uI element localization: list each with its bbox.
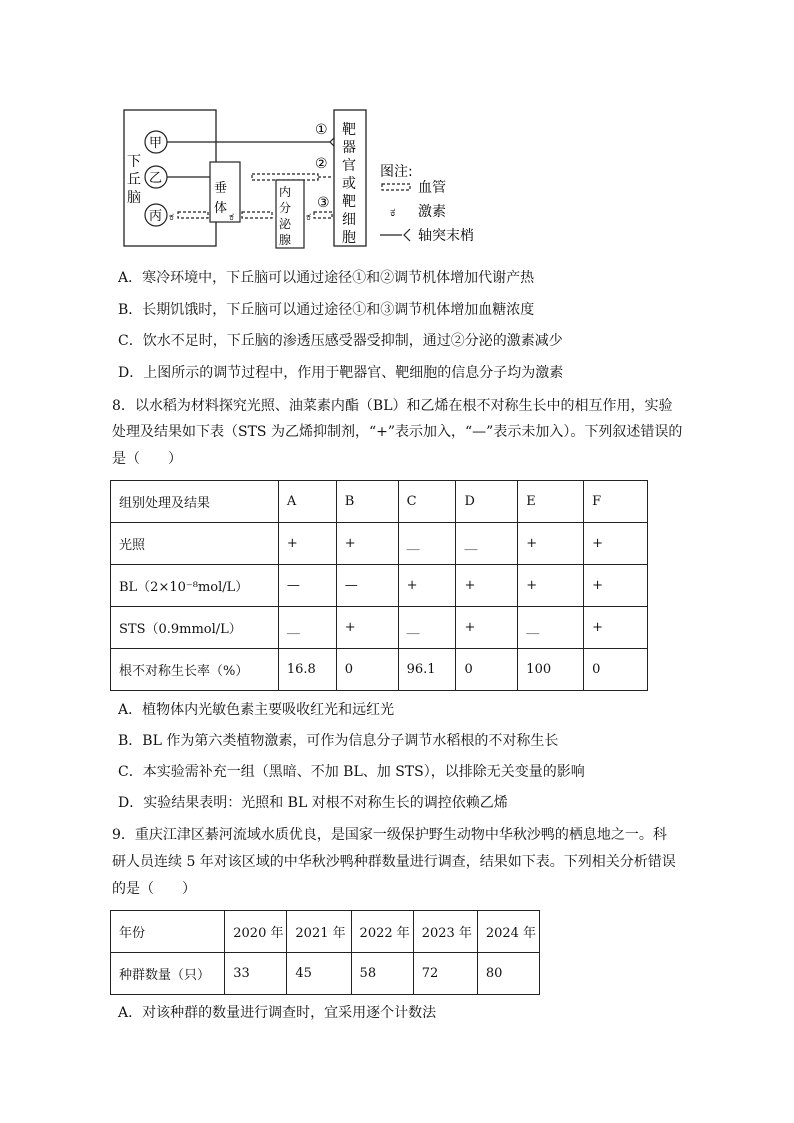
q8-option-a: A．植物体内光敏色素主要吸收红光和远红光 xyxy=(118,702,395,718)
q8-cell: __ xyxy=(278,607,336,649)
q8-cell: 0 xyxy=(584,649,648,691)
target-label-7: 胞 xyxy=(342,230,356,246)
q7-option-c: C．饮水不足时，下丘脑的渗透压感受器受抑制，通过②分泌的激素减少 xyxy=(118,333,563,349)
endocrine-gland-label-1: 内 xyxy=(279,185,292,199)
q8-cell: + xyxy=(456,565,518,607)
path-3-hormone-icon-3: ಕ xyxy=(306,210,311,223)
q8-cell: + xyxy=(584,565,648,607)
path-1-label: ① xyxy=(315,122,328,138)
q8-cell: 16.8 xyxy=(278,649,336,691)
hypothalamus-label-2: 丘 xyxy=(127,172,141,188)
q7-option-d: D．上图所示的调节过程中，作用于靶器官、靶细胞的信息分子均为激素 xyxy=(118,365,564,381)
endocrine-gland-label-2: 分 xyxy=(279,201,292,215)
q8-cell: STS（0.9mmol/L） xyxy=(111,607,279,649)
q9-table-row xyxy=(111,953,540,995)
q8-header-cell: 组别处理及结果 xyxy=(111,481,279,523)
target-label-5: 靶 xyxy=(342,194,356,210)
q9-option-a: A．对该种群的数量进行调查时，宜采用逐个计数法 xyxy=(118,1005,437,1021)
q8-cell: 0 xyxy=(456,649,518,691)
path-3-vessel-1 xyxy=(178,212,208,218)
q8-table-row xyxy=(111,565,648,607)
q8-stem-line-2: 处理及结果如下表（STS 为乙烯抑制剂，“+”表示加入，“—”表示未加入）。下列叙述错误的 xyxy=(112,424,683,440)
q8-header-cell: B xyxy=(336,481,398,523)
nucleus-bing: 丙 xyxy=(149,209,163,224)
q8-cell: 100 xyxy=(518,649,584,691)
target-label-6: 细 xyxy=(342,212,356,228)
q8-cell: + xyxy=(518,523,584,565)
q8-stem-line-3: 是（ ） xyxy=(112,451,182,467)
q9-table xyxy=(110,910,540,995)
target-label-2: 器 xyxy=(342,140,356,156)
q8-cell: 根不对称生长率（%） xyxy=(111,649,279,691)
nucleus-yi: 乙 xyxy=(149,171,163,186)
q8-cell: + xyxy=(456,607,518,649)
q8-cell: __ xyxy=(518,607,584,649)
q7-option-a: A．寒冷环境中，下丘脑可以通过途径①和②调节机体增加代谢产热 xyxy=(118,270,535,286)
legend-axon-terminal-icon xyxy=(404,229,410,241)
q9-header-cell: 2021 年 xyxy=(287,911,351,953)
target-label-3: 官 xyxy=(342,158,356,174)
endocrine-regulation-diagram xyxy=(118,104,538,254)
pituitary-label-2: 体 xyxy=(214,201,228,216)
q8-option-d: D．实验结果表明：光照和 BL 对根不对称生长的调控依赖乙烯 xyxy=(118,795,508,811)
q8-cell: 96.1 xyxy=(398,649,456,691)
q8-cell: + xyxy=(398,565,456,607)
q8-header-cell: A xyxy=(278,481,336,523)
q9-header-cell: 2024 年 xyxy=(477,911,539,953)
q8-header-cell: C xyxy=(398,481,456,523)
target-label-1: 靶 xyxy=(342,122,356,138)
q8-cell: __ xyxy=(456,523,518,565)
path-2-label: ② xyxy=(315,156,328,172)
q8-cell: __ xyxy=(398,523,456,565)
q8-table-header-row xyxy=(111,481,648,523)
q8-cell: — xyxy=(336,565,398,607)
legend-hormone-icon: ಕ xyxy=(390,205,396,219)
q8-cell: 0 xyxy=(336,649,398,691)
q8-cell: + xyxy=(584,523,648,565)
q9-stem-line-1: 9．重庆江津区綦河流域水质优良，是国家一级保护野生动物中华秋沙鸭的栖息地之一。科 xyxy=(112,827,667,843)
q8-cell: BL（2×10⁻⁸mol/L） xyxy=(111,565,279,607)
q9-cell: 45 xyxy=(287,953,351,995)
q9-table-header-row xyxy=(111,911,540,953)
endocrine-gland-label-3: 泌 xyxy=(279,217,292,231)
path-3-vessel-2 xyxy=(242,212,272,218)
q9-cell: 80 xyxy=(477,953,539,995)
q8-cell: + xyxy=(278,523,336,565)
q9-header-cell: 2020 年 xyxy=(225,911,287,953)
q9-cell: 72 xyxy=(413,953,477,995)
q8-cell: 光照 xyxy=(111,523,279,565)
q8-table xyxy=(110,480,648,691)
q9-cell: 33 xyxy=(225,953,287,995)
legend-vessel-icon xyxy=(382,184,410,190)
q8-cell: + xyxy=(518,565,584,607)
endocrine-gland-label-4: 腺 xyxy=(279,233,292,247)
q7-option-b: B．长期饥饿时，下丘脑可以通过途径①和③调节机体增加血糖浓度 xyxy=(118,302,535,318)
legend-axon-label: 轴突末梢 xyxy=(418,228,474,244)
q8-header-cell: E xyxy=(518,481,584,523)
path-3-hormone-icon-2: ಕ xyxy=(229,210,234,223)
path-3-vessel-3 xyxy=(314,212,332,218)
q9-cell: 种群数量（只） xyxy=(111,953,225,995)
q9-cell: 58 xyxy=(351,953,413,995)
path-3-hormone-icon-1: ಕ xyxy=(169,210,174,223)
hypothalamus-label-3: 脑 xyxy=(127,190,141,206)
target-label-4: 或 xyxy=(342,176,356,192)
legend-hormone-label: 激素 xyxy=(418,204,446,220)
q9-header-cell: 2023 年 xyxy=(413,911,477,953)
hypothalamus-label-1: 下 xyxy=(127,154,141,170)
q8-cell: + xyxy=(336,523,398,565)
path-3-label: ③ xyxy=(317,195,330,211)
legend-title: 图注: xyxy=(380,164,413,180)
q8-header-cell: F xyxy=(584,481,648,523)
q8-table-row xyxy=(111,607,648,649)
q9-header-cell: 2022 年 xyxy=(351,911,413,953)
path-2-vessel xyxy=(252,174,318,180)
q9-stem-line-3: 的是（ ） xyxy=(112,881,196,897)
q8-option-c: C．本实验需补充一组（黑暗、不加 BL、加 STS），以排除无关变量的影响 xyxy=(118,764,585,780)
q9-stem-line-2: 研人员连续 5 年对该区域的中华秋沙鸭种群数量进行调查，结果如下表。下列相关分析错误 xyxy=(112,854,676,870)
q8-table-row xyxy=(111,649,648,691)
pituitary-label-1: 垂 xyxy=(214,181,228,196)
legend-vessel-label: 血管 xyxy=(418,180,446,196)
q8-stem-line-1: 8．以水稻为材料探究光照、油菜素内酯（BL）和乙烯在根不对称生长中的相互作用，实验 xyxy=(112,398,673,414)
q8-table-row xyxy=(111,523,648,565)
q8-cell: — xyxy=(278,565,336,607)
q8-cell: + xyxy=(336,607,398,649)
q9-header-cell: 年份 xyxy=(111,911,225,953)
nucleus-jia: 甲 xyxy=(149,136,163,151)
q8-cell: __ xyxy=(398,607,456,649)
q8-option-b: B．BL 作为第六类植物激素，可作为信息分子调节水稻根的不对称生长 xyxy=(118,733,559,749)
q8-header-cell: D xyxy=(456,481,518,523)
q8-cell: + xyxy=(584,607,648,649)
